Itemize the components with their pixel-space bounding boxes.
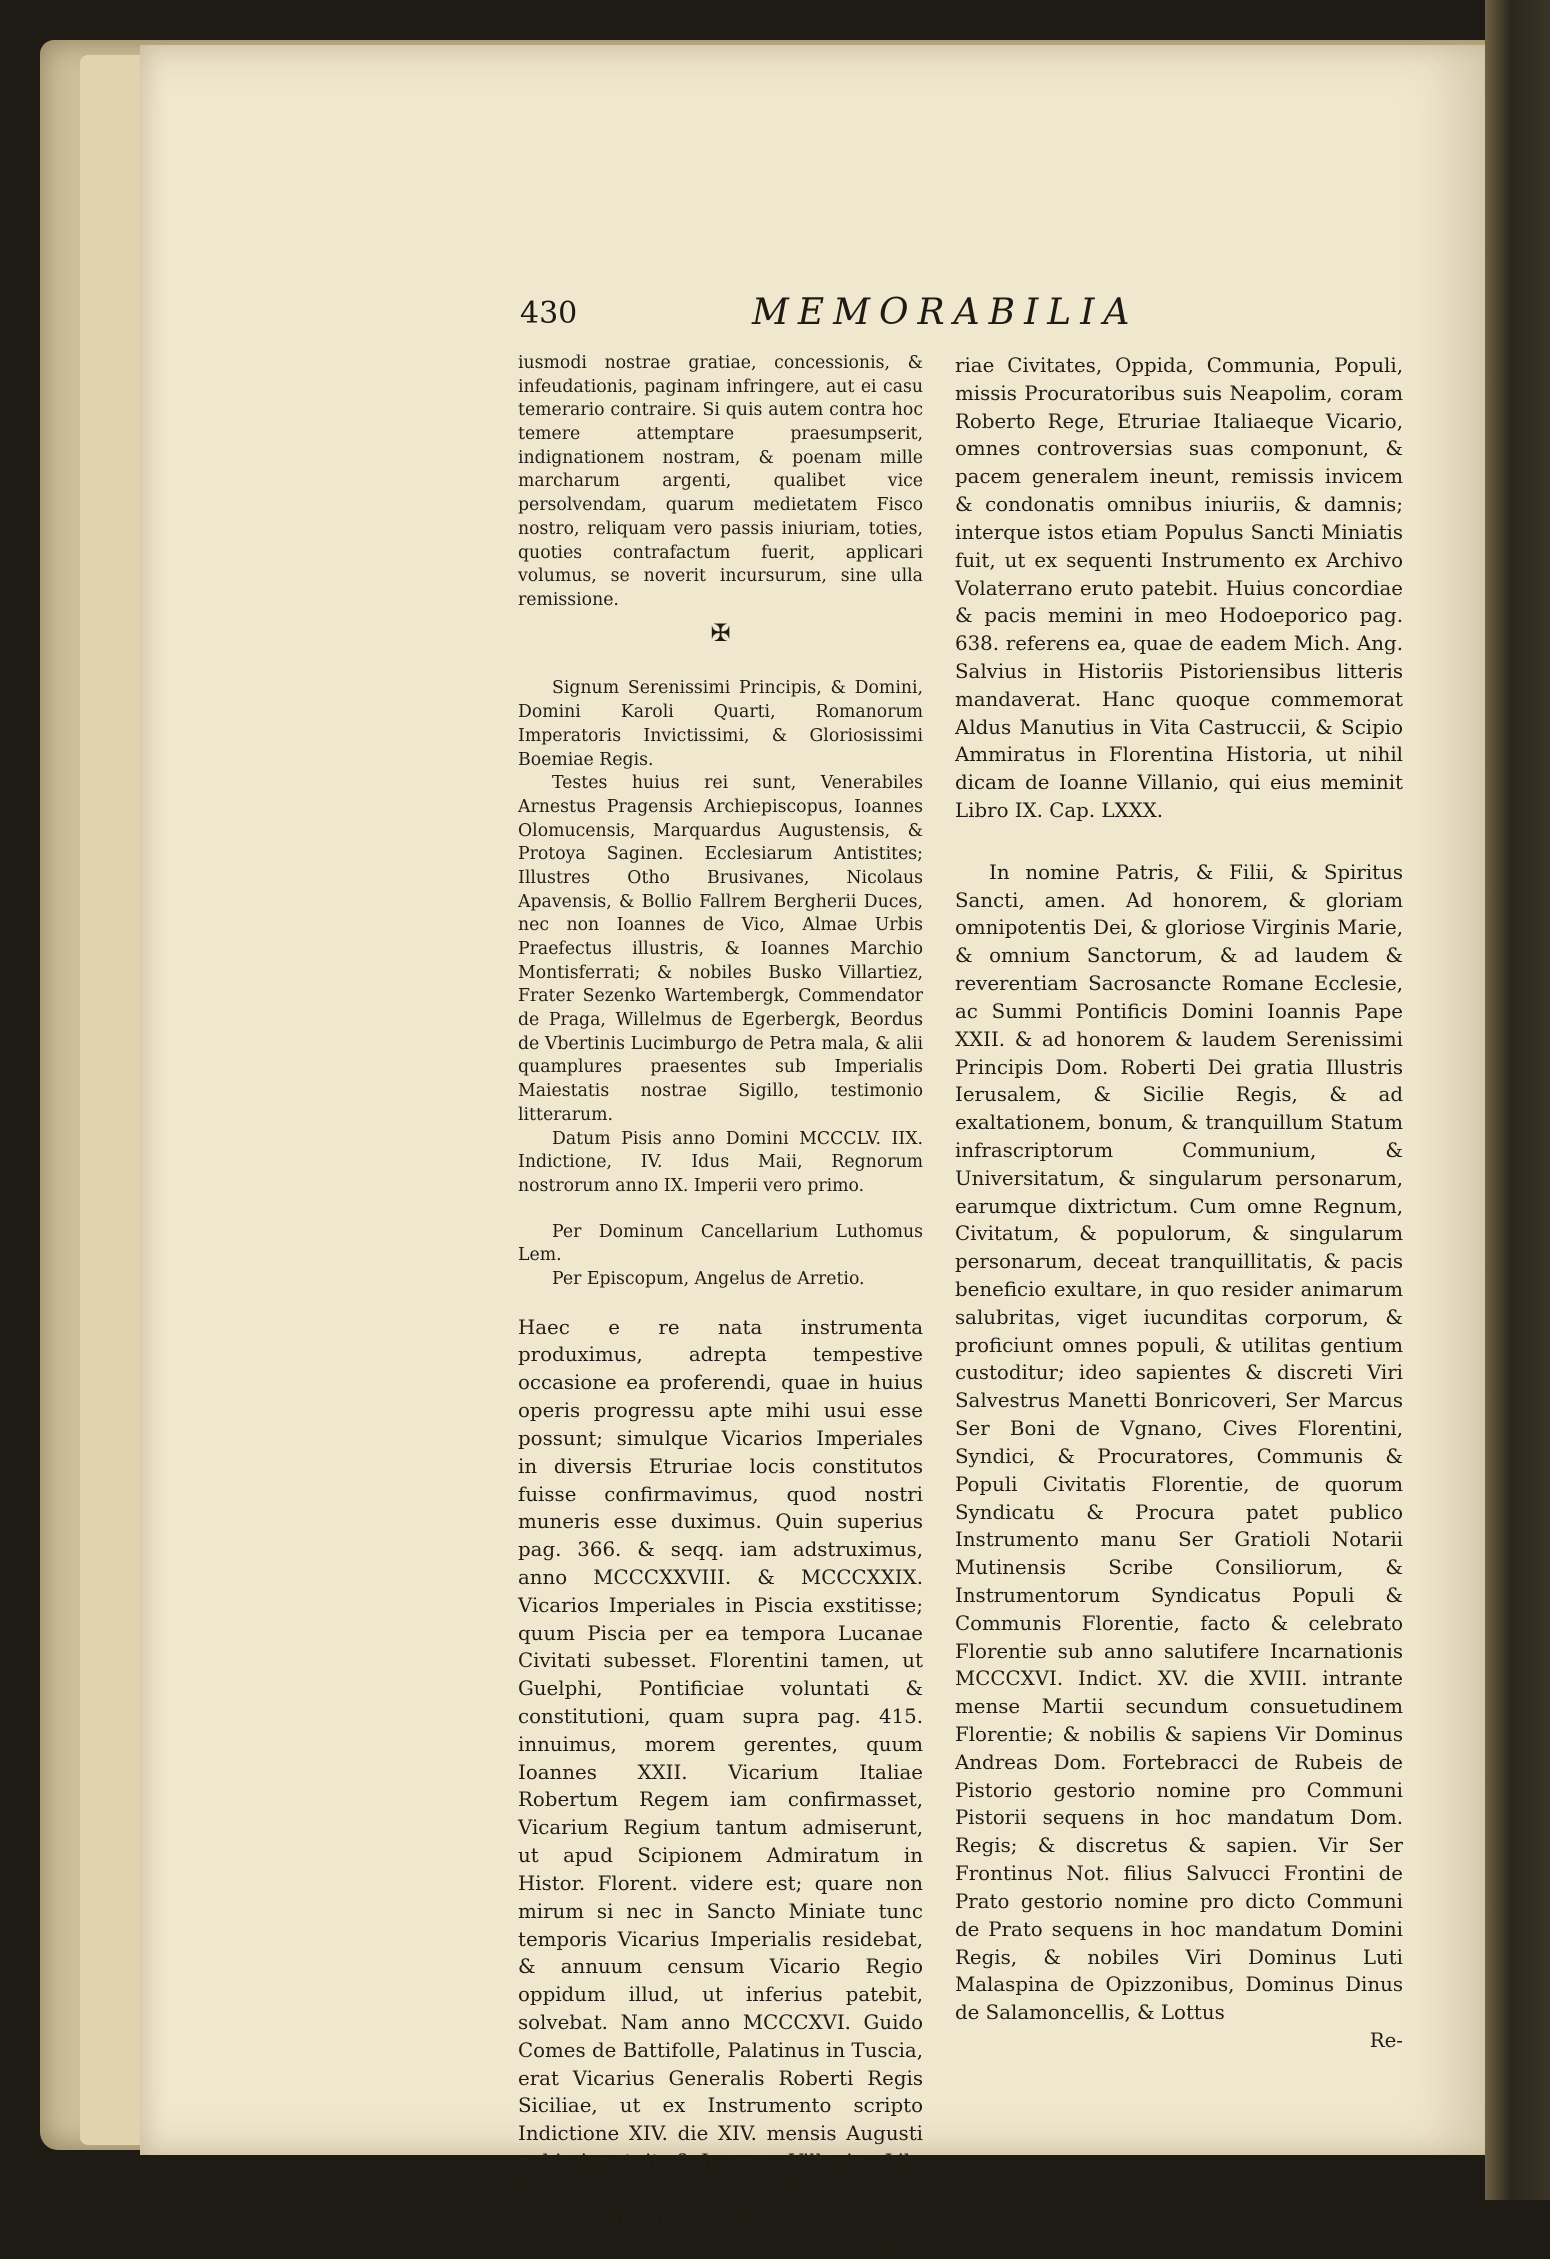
commentary-paragraph: Haec e re nata instrumenta produximus, adrepta tempestive occasione ea proferendi, quae in huius operis progressu apte mihi usui esse possunt; simulque Vicarios Imperiales in diversis Etruriae locis constitutos fuisse confirmavimus, quod nostri muneris esse duximus. Quin superius pag. 366. & seqq. iam adstruximus, anno MCCCXXVIII. & MCCCXXIX. Vicarios Imperiales in Piscia exstitisse; quum Piscia per ea tempora Lucanae Civitati subesset. Florentini tamen, ut Guelphi, Pontificiae voluntati & constitutioni, quam supra pag. 415. innuimus, morem gerentes, quum Ioannes XXII. Vicarium Italiae Robertum Regem iam confirmasset, Vicarium Regium tantum admiserunt, ut apud Scipionem Admiratum in Histor. Florent. videre est; quare non mirum si nec in Sancto Miniate tunc temporis Vicarius Imperialis residebat, & annuum censum Vicario Regio oppidum illud, ut inferius patebit, solvebat. Nam anno MCCCXVI. Guido Comes de Battifolle, Palatinus in Tuscia, erat Vicarius Generalis Roberti Regis Siciliae, ut ex Instrumento scripto Indictione XIV. die XIV. mensis Augusti nobis innotuit, & Ioannes Villanius Lib. IX. Cap. LXXVII. testatur. Anno MCCCXVII. diversae Etru- bbox=[518, 1315, 923, 2229]
commentary-continued-paragraph: riae Civitates, Oppida, Communia, Populi, missis Procuratoribus suis Neapolim, coram Roberto Rege, Etruriae Italiaeque Vicario, omnes controversias suas componunt, & pacem generalem ineunt, remissis invicem & condonatis omnibus iniuriis, & damnis; interque istos etiam Populus Sancti Miniatis fuit, ut ex sequenti Instrumento ex Archivo Volaterrano eruto patebit. Huius concordiae & pacis memini in meo Hodoeporico pag. 638. referens ea, quae de eadem Mich. Ang. Salvius in Historiis Pistoriensibus litteris mandaverat. Hanc quoque commemorat Aldus Manutius in Vita Castruccii, & Scipio Ammiratus in Florentina Historia, ut nihil dicam de Ioanne Villanio, qui eius meminit Libro IX. Cap. LXXX. bbox=[955, 354, 1403, 822]
document-closing-paragraph: iusmodi nostrae gratiae, concessionis, & infeudationis, paginam infringere, aut ei casu temerario contraire. Si quis autem contra hoc temere attemptare praesumpserit, indignationem nostram, & poenam mille marcharum argenti, qualibet vice persolvendam, quarum medietatem Fisco nostro, reliquam vero passis iniuriam, toties, quoties contrafactum fuerit, applicari volumus, se noverit incursurum, sine ulla remissione. bbox=[518, 353, 923, 610]
per-episcopum-line: Per Episcopum, Angelus de Arretio. bbox=[552, 1268, 865, 1289]
running-title: MEMORABILIA bbox=[752, 292, 1139, 333]
datum-paragraph: Datum Pisis anno Domini MCCCLV. IIX. Indictione, IV. Idus Maii, Regnorum nostrorum anno IX. Imperii vero primo. bbox=[518, 1128, 923, 1196]
page-header bbox=[520, 292, 1140, 342]
testes-paragraph: Testes huius rei sunt, Venerabiles Arnestus Pragensis Archiepiscopus, Ioannes Olomucensis, Marquardus Augustensis, & Protoya Saginen. Ecclesiarum Antistites; Illustres Otho Brusivanes, Nicolaus Apavensis, & Bollio Fallrem Bergherii Duces, nec non Ioannes de Vico, Almae Urbis Praefectus illustris, & Ioannes Marchio Montisferrati; & nobiles Busko Villartiez, Frater Sezenko Wartembergk, Commendator de Praga, Willelmus de Egerbergk, Beordus de Vbertinis Lucimburgo de Petra mala, & alii quamplures praesentes sub Imperialis Maiestatis nostrae Sigillo, testimonio litterarum. bbox=[518, 773, 923, 1125]
page-number: 430 bbox=[520, 296, 578, 331]
per-dominum-line: Per Dominum Cancellarium Luthomus Lem. bbox=[518, 1221, 923, 1266]
book-gutter bbox=[1485, 0, 1550, 2200]
catchword-left: riae bbox=[883, 2233, 923, 2257]
right-column bbox=[955, 352, 1403, 2055]
left-column bbox=[518, 352, 923, 2259]
cross-symbol-icon: ✠ bbox=[710, 618, 731, 647]
catchword-right: Re- bbox=[1369, 2028, 1403, 2052]
instrument-paragraph: In nomine Patris, & Filii, & Spiritus Sancti, amen. Ad honorem, & gloriam omnipotentis Dei, & gloriose Virginis Marie, & omnium Sanctorum, & ad laudem & reverentiam Sacrosancte Romane Ecclesie, ac Summi Pontificis Domini Ioannis Pape XXII. & ad honorem & laudem Serenissimi Principis Dom. Roberti Dei gratia Illustris Ierusalem, & Sicilie Regis, & ad exaltationem, bonum, & tranquillum Statum infrascriptorum Communium, & Universitatum, & singularum personarum, earumque dixtrictum. Cum omne Regnum, Civitatum, & populorum, & singularum personarum, deceat tranquillitatis, & pacis beneficio exultare, in quo resider animarum salubritas, viget iucunditas corporum, & proficiunt omnes populi, & utilitas gentium custoditur; ideo sapientes & discreti Viri Salvestrus Manetti Bonricoveri, Ser Marcus Ser Boni de Vgnano, Cives Florentini, Syndici, & Procuratores, Communis & Populi Civitatis Florentie, de quorum Syndicatu & Procura patet publico Instrumento manu Ser Gratioli Notarii Mutinensis Scribe Consiliorum, & Instrumentorum Syndicatus Populi & Communis Florentie, facto & celebrato Florentie sub anno salutifere Incarnationis MCCCXVI. Indict. XV. die XVIII. intrante mense Martii secundum consuetudinem Florentie; & nobilis & sapiens Vir Dominus Andreas Dom. Fortebracci de Rubeis de Pistorio gestorio nomine pro Communi Pistorii sequens in hoc mandatum Dom. Regis; & discretus & sapien. Vir Ser Frontinus Not. filius Salvucci Frontini de Prato gestorio nomine pro dicto Communi de Prato sequens in hoc mandatum Domini Regis, & nobiles Viri Dominus Luti Malaspina de Opizzonibus, Dominus Dinus de Salamoncellis, & Lottus bbox=[955, 860, 1403, 2025]
signum-paragraph: Signum Serenissimi Principis, & Domini, Domini Karoli Quarti, Romanorum Imperatoris Invictissimi, & Gloriosissimi Boemiae Regis. bbox=[518, 678, 923, 770]
